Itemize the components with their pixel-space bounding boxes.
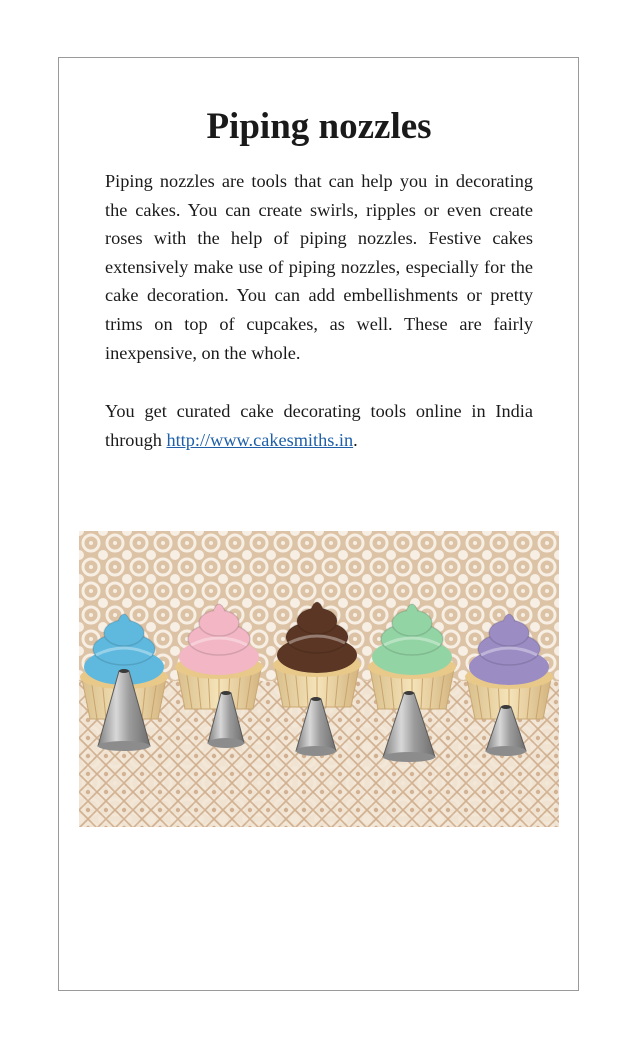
frosting-top [199,610,239,636]
cakesmiths-link[interactable]: http://www.cakesmiths.in [166,429,354,450]
paragraph-online-text: You get curated cake decorating tools online in India through [105,401,533,450]
paragraph-online-end: . [353,429,358,450]
nozzle-rim [296,746,336,756]
cupcakes-illustration [79,531,559,827]
nozzle-tip [501,705,511,709]
nozzle-rim [486,746,526,756]
nozzle-tip [221,691,231,695]
nozzle-rim [208,738,244,748]
nozzle-tip [119,669,129,673]
nozzle-tip [311,697,321,701]
frosting-top [104,620,144,646]
paragraph-intro: Piping nozzles are tools that can help you in decorating the cakes. You can create swirls, ripples or even create roses with the help of piping nozzles. Festive cakes extensively make use of piping nozzles, especially for the cake decoration. You can add embellishments or pretty trims on top of cupcakes, as well. These are fairly inexpensive, on the whole. [105,171,533,363]
paragraph-online [105,397,533,454]
frosting-top [297,608,337,634]
cupcakes-photo [79,531,559,827]
nozzle-rim [98,741,150,751]
frosting-top [392,610,432,636]
frosting-top [489,620,529,646]
page-title: Piping nozzles [206,106,432,147]
nozzle-rim [383,752,435,762]
nozzle-tip [404,691,414,695]
